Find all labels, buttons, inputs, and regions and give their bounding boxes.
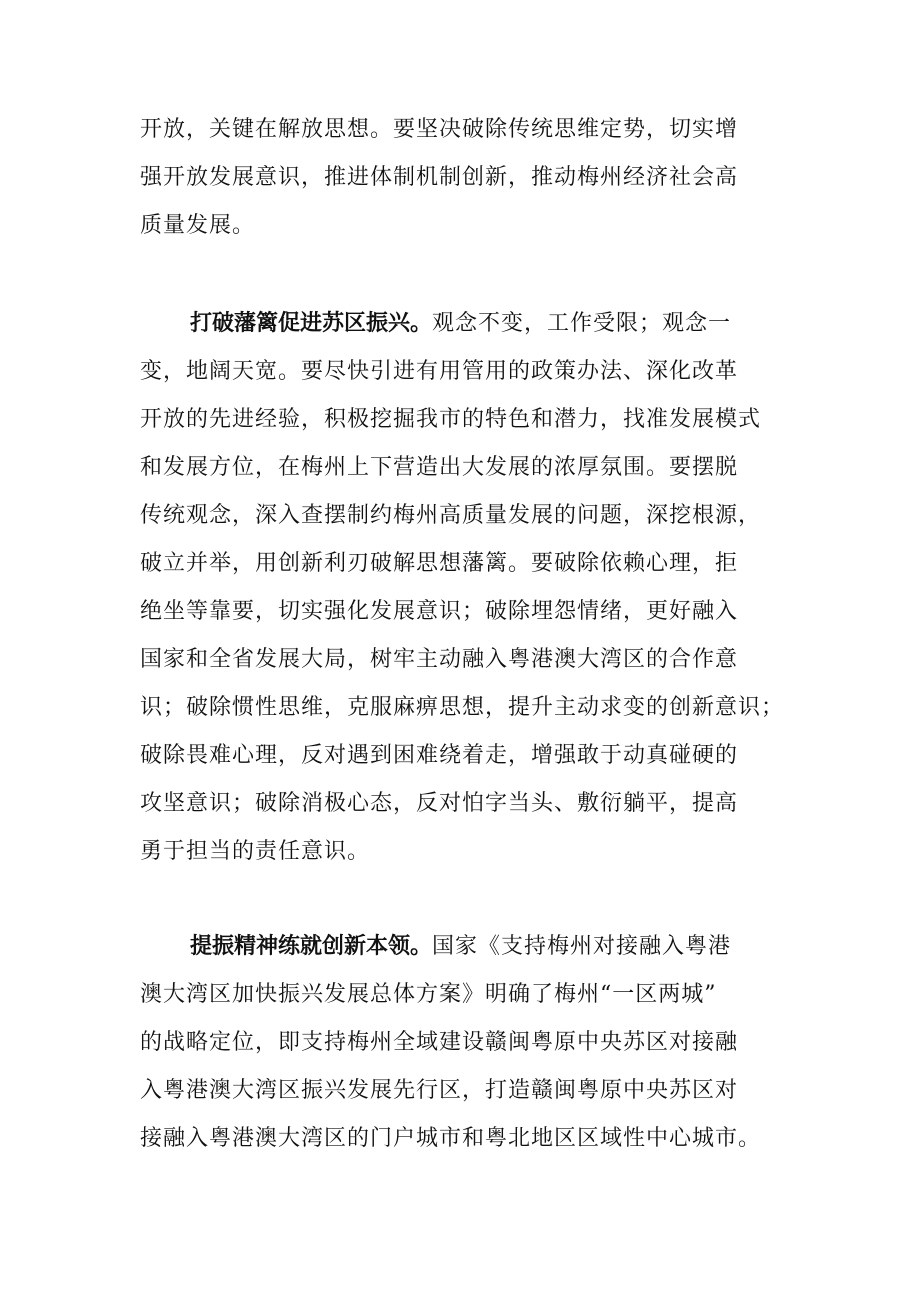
text-line: 国家和全省发展大局，树牢主动融入粤港澳大湾区的合作意 <box>140 647 739 672</box>
text-line: 识；破除惯性思维，克服麻痹思想，提升主动求变的创新意识； <box>140 695 785 720</box>
text-line: 澳大湾区加快振兴发展总体方案》明确了梅州“一区两城” <box>140 982 717 1007</box>
text-line-first <box>140 923 800 971</box>
text-line: 勇于担当的责任意识。 <box>140 839 371 864</box>
text-line: 攻坚意识；破除消极心态，反对怕字当头、敷衍躺平，提高 <box>140 791 739 816</box>
text-run: 观念不变，工作受限；观念一 <box>432 311 732 336</box>
text-line: 和发展方位，在梅州上下营造出大发展的浓厚氛围。要摆脱 <box>140 455 739 480</box>
text-line: 破立并举，用创新利刃破解思想藩篱。要破除依赖心理，拒 <box>140 551 739 576</box>
text-line: 传统观念，深入查摆制约梅州高质量发展的问题，深挖根源， <box>140 503 762 528</box>
text-line: 强开放发展意识，推进体制机制创新，推动梅州经济社会高 <box>140 165 739 190</box>
paragraph-1 <box>140 106 800 250</box>
paragraph-3 <box>140 923 800 1163</box>
text-line: 变，地阔天宽。要尽快引进有用管用的政策办法、深化改革 <box>140 359 739 384</box>
paragraph-heading: 打破藩篱促进苏区振兴。 <box>190 311 433 336</box>
text-line: 开放的先进经验，积极挖掘我市的特色和潜力，找准发展模式 <box>140 407 762 432</box>
text-line: 入粤港澳大湾区振兴发展先行区，打造赣闽粤原中央苏区对 <box>140 1078 739 1103</box>
text-run: 国家《支持梅州对接融入粤港 <box>432 934 732 959</box>
text-line: 开放，关键在解放思想。要坚决破除传统思维定势，切实增 <box>140 117 739 142</box>
text-line-first <box>140 300 800 348</box>
text-line: 的战略定位，即支持梅州全域建设赣闽粤原中央苏区对接融 <box>140 1030 739 1055</box>
text-line: 质量发展。 <box>140 213 256 238</box>
text-line: 接融入粤港澳大湾区的门户城市和粤北地区区域性中心城市。 <box>140 1126 762 1151</box>
text-line: 绝坐等靠要，切实强化发展意识；破除埋怨情绪，更好融入 <box>140 599 739 624</box>
text-line: 破除畏难心理，反对遇到困难绕着走，增强敢于动真碰硬的 <box>140 743 739 768</box>
paragraph-2 <box>140 300 800 876</box>
paragraph-heading: 提振精神练就创新本领。 <box>190 934 433 959</box>
